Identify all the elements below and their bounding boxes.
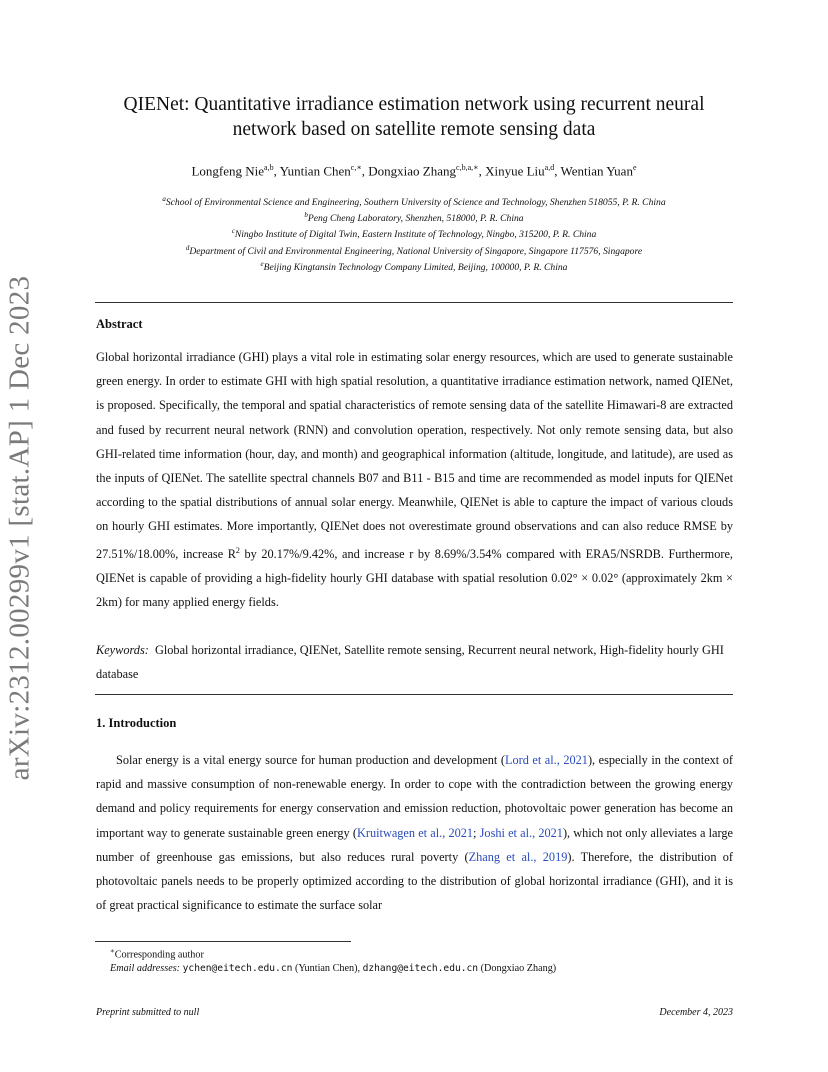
intro-paragraph bbox=[96, 748, 733, 917]
intro-text: ; bbox=[473, 825, 480, 840]
affiliation-text: Beijing Kingtansin Technology Company Limited, Beijing, 100000, P. R. China bbox=[263, 261, 568, 273]
author-list: Longfeng Nie$^{a,b}$, Yuntian Chen$^{c,∗}$, Dongxiao Zhang$^{c,b,a,∗}$, Xinyue Liu$^{a,d}$, Wentian Yuan$^e$ bbox=[191, 163, 637, 179]
author-sup: a,b bbox=[264, 163, 274, 172]
affiliation-text: Ningbo Institute of Digital Twin, Eastern Institute of Technology, Ningbo, 315200, P. R. China bbox=[234, 229, 597, 241]
affiliation bbox=[95, 258, 733, 274]
title-line-2: network based on satellite remote sensing data bbox=[232, 119, 596, 140]
introduction-body bbox=[96, 748, 733, 917]
author-sup: c,∗ bbox=[350, 163, 362, 172]
abstract-bottom-rule bbox=[95, 694, 733, 695]
affiliation bbox=[95, 225, 733, 241]
affiliation-sup: d bbox=[185, 243, 190, 252]
email-addresses bbox=[110, 962, 556, 976]
citation-link[interactable]: Zhang et al., 2019 bbox=[468, 849, 568, 864]
r-squared-exponent: 2 bbox=[235, 545, 240, 555]
author-name: Dongxiao Zhang bbox=[368, 163, 457, 179]
keywords-text: Global horizontal irradiance, QIENet, Satellite remote sensing, Recurrent neural network, High-fidelity hourly GHI database bbox=[96, 643, 724, 681]
author-sup: c,b,a,∗ bbox=[456, 163, 479, 172]
footnote-rule bbox=[95, 941, 351, 942]
affiliation-sup: a bbox=[162, 195, 166, 203]
affiliation bbox=[95, 193, 733, 209]
email-owner: (Yuntian Chen), bbox=[294, 963, 361, 975]
abstract-text-2: by 20.17%/9.42%, and increase r by 8.69%/3.54% compared with ERA5/NSRDB. Furthermore, QIENet is capable of providing a high-fidelity hourly GHI database with spatial resolution 0.02° × 0.02° (approximately 2km × 2km) for many applied energy fields. bbox=[96, 546, 733, 610]
footer-date: December 4, 2023 bbox=[659, 1007, 733, 1018]
affiliation-sup: c bbox=[231, 227, 235, 236]
author-name: Yuntian Chen bbox=[279, 163, 351, 179]
intro-text: ). Therefore, the distribution of photovoltaic panels needs to be properly optimized according to the distribution of global horizontal irradiance (GHI), and it is of great practical significance to estimate the surface solar bbox=[96, 849, 733, 913]
abstract-body bbox=[96, 345, 733, 614]
footnote bbox=[110, 944, 556, 976]
affiliation bbox=[95, 209, 733, 225]
intro-text: Solar energy is a vital energy source for human production and development ( bbox=[116, 753, 505, 767]
citation-link[interactable]: Lord et al., 2021 bbox=[504, 753, 588, 767]
abstract-heading: Abstract bbox=[96, 317, 143, 331]
email-label: Email addresses: bbox=[110, 963, 181, 975]
affiliation bbox=[95, 242, 733, 258]
r-squared: R bbox=[227, 546, 236, 561]
abstract-paragraph bbox=[96, 345, 733, 614]
affiliation-text: School of Environmental Science and Engineering, Southern University of Science and Technology, Shenzhen 518055, P. R. China bbox=[165, 197, 666, 209]
author-sup: e bbox=[632, 163, 637, 172]
keywords-label: Keywords: bbox=[96, 643, 149, 657]
abstract-top-rule bbox=[95, 302, 733, 303]
paper-title bbox=[95, 92, 733, 142]
abstract-text-1: Global horizontal irradiance (GHI) plays a vital role in estimating solar energy resources, which are used to generate sustainable green energy. In order to estimate GHI with high spatial resolution, a quantitative irradiance estimation network, named QIENet, is proposed. Specifically, the temporal and spatial characteristics of remote sensing data of the satellite Himawari-8 are extracted and fused by recurrent neural network (RNN) and convolution operation, respectively. Not only remote sensing data, but also GHI-related time information (hour, day, and month) and geographical information (altitude, longitude, and latitude), are used as the inputs of QIENet. The satellite spectral channels B07 and B11 - B15 and time are recommended as model inputs for QIENet according to the spatial distributions of annual solar energy. Meanwhile, QIENet is able to capture the impact of various clouds on hourly GHI estimates. More importantly, QIENet does not overestimate ground observations and can also reduce RMSE by 27.51%/18.00%, increase bbox=[96, 350, 733, 561]
preprint-note: Preprint submitted to null bbox=[96, 1007, 200, 1018]
email-link[interactable]: ychen@eitech.edu.cn bbox=[182, 963, 293, 975]
affiliation-sup: e bbox=[260, 259, 264, 268]
author-name: Longfeng Nie bbox=[191, 163, 265, 179]
keywords bbox=[96, 638, 733, 686]
email-owner: (Dongxiao Zhang) bbox=[480, 963, 557, 975]
section-heading-introduction: 1. Introduction bbox=[96, 716, 177, 730]
citation-link[interactable]: Kruitwagen et al., 2021 bbox=[356, 825, 474, 840]
affiliation-list bbox=[95, 193, 733, 274]
author-name: Wentian Yuan bbox=[560, 163, 633, 179]
citation-link[interactable]: Joshi et al., 2021 bbox=[479, 825, 563, 840]
intro-text: ), especially in the context of rapid and massive consumption of non-renewable energy. In order to cope with the contradiction between the growing energy demand and policy requirements for energy conservation and emission reduction, photovoltaic power generation has become an important way to generate sustainable green energy ( bbox=[96, 753, 733, 840]
affiliation-sup: b bbox=[304, 211, 308, 220]
intro-text: ), which not only alleviates a large number of greenhouse gas emissions, but also reduces rural poverty ( bbox=[96, 825, 733, 864]
footnote-marker: ∗ bbox=[110, 947, 115, 955]
corresponding-author-note bbox=[110, 944, 556, 962]
author-name: Xinyue Liu bbox=[485, 163, 545, 179]
affiliation-text: Peng Cheng Laboratory, Shenzhen, 518000, P. R. China bbox=[307, 213, 524, 225]
arxiv-identifier-text: arXiv:2312.00299v1 [stat.AP] 1 Dec 2023 bbox=[3, 275, 36, 781]
affiliation-text: Department of Civil and Environmental Engineering, National University of Singapore, Singapore 117576, Singapore bbox=[189, 245, 643, 257]
author-sup: a,d bbox=[544, 163, 555, 172]
footnote-label: Corresponding author bbox=[114, 949, 204, 961]
email-link[interactable]: dzhang@eitech.edu.cn bbox=[362, 963, 479, 975]
title-line-1: QIENet: Quantitative irradiance estimation network using recurrent neural bbox=[123, 94, 705, 115]
